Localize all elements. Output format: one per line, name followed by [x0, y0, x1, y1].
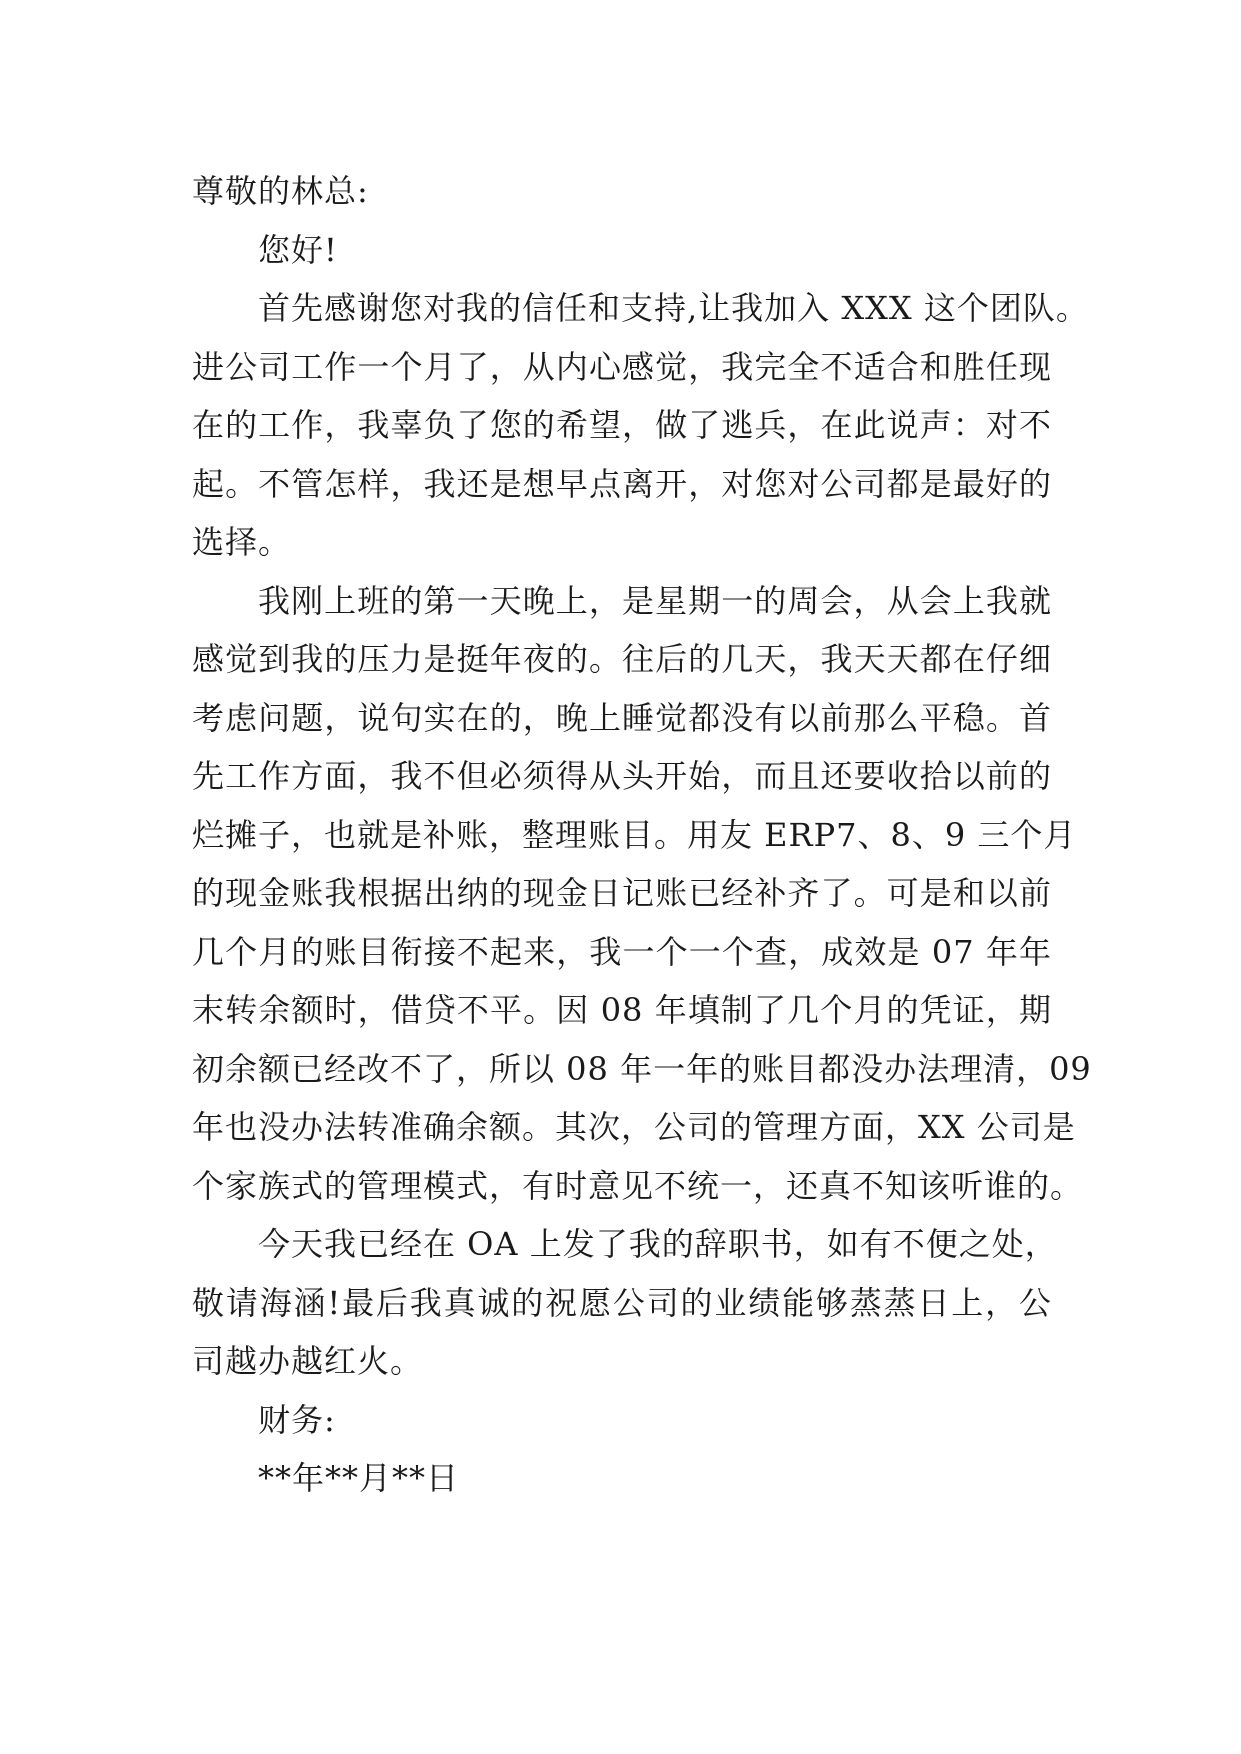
paragraph2-line: 个家族式的管理模式，有时意见不统一，还真不知该听谁的。	[192, 1166, 1084, 1205]
date: **年**月**日	[258, 1459, 460, 1497]
paragraph2-line: 我刚上班的第一天晚上，是星期一的周会，从会上我就	[258, 581, 1052, 620]
paragraph2-line: 考虑问题，说句实在的，晚上睡觉都没有以前那么平稳。首	[192, 698, 1052, 737]
signature: 财务:	[258, 1400, 336, 1439]
paragraph1-line: 首先感谢您对我的信任和支持,让我加入 XXX 这个团队。	[258, 289, 1089, 327]
greeting: 您好!	[258, 230, 338, 269]
paragraph2-line: 先工作方面，我不但必须得从头开始，而且还要收拾以前的	[192, 757, 1052, 795]
paragraph1-line: 起。不管怎样，我还是想早点离开，对您对公司都是最好的	[192, 464, 1052, 503]
paragraph3-line: 今天我已经在 OA 上发了我的辞职书，如有不便之处，	[258, 1225, 1058, 1263]
paragraph1-line: 选择。	[192, 523, 292, 561]
paragraph2-line: 末转余额时，借贷不平。因 08 年填制了几个月的凭证，期	[192, 991, 1052, 1029]
letter-body	[192, 162, 1092, 1508]
paragraph2-line: 几个月的账目衔接不起来，我一个一个查，成效是 07 年年	[192, 932, 1052, 971]
paragraph2-line: 年也没办法转准确余额。其次，公司的管理方面，XX 公司是	[192, 1108, 1076, 1146]
paragraph3-line: 司越办越红火。	[192, 1342, 424, 1380]
paragraph1-line: 进公司工作一个月了，从内心感觉，我完全不适合和胜任现	[192, 347, 1052, 386]
paragraph2-line: 烂摊子，也就是补账，整理账目。用友 ERP7、8、9 三个月	[192, 815, 1077, 854]
paragraph3-line: 敬请海涵!最后我真诚的祝愿公司的业绩能够蒸蒸日上，公	[192, 1283, 1052, 1322]
paragraph2-line: 感觉到我的压力是挺年夜的。往后的几天，我天天都在仔细	[192, 640, 1052, 678]
paragraph2-line: 的现金账我根据出纳的现金日记账已经补齐了。可是和以前	[192, 874, 1052, 912]
paragraph2-line: 初余额已经改不了，所以 08 年一年的账目都没办法理清，09	[192, 1049, 1092, 1088]
paragraph1-line: 在的工作，我辜负了您的希望，做了逃兵，在此说声：对不	[192, 406, 1052, 444]
salutation: 尊敬的林总:	[192, 172, 369, 210]
